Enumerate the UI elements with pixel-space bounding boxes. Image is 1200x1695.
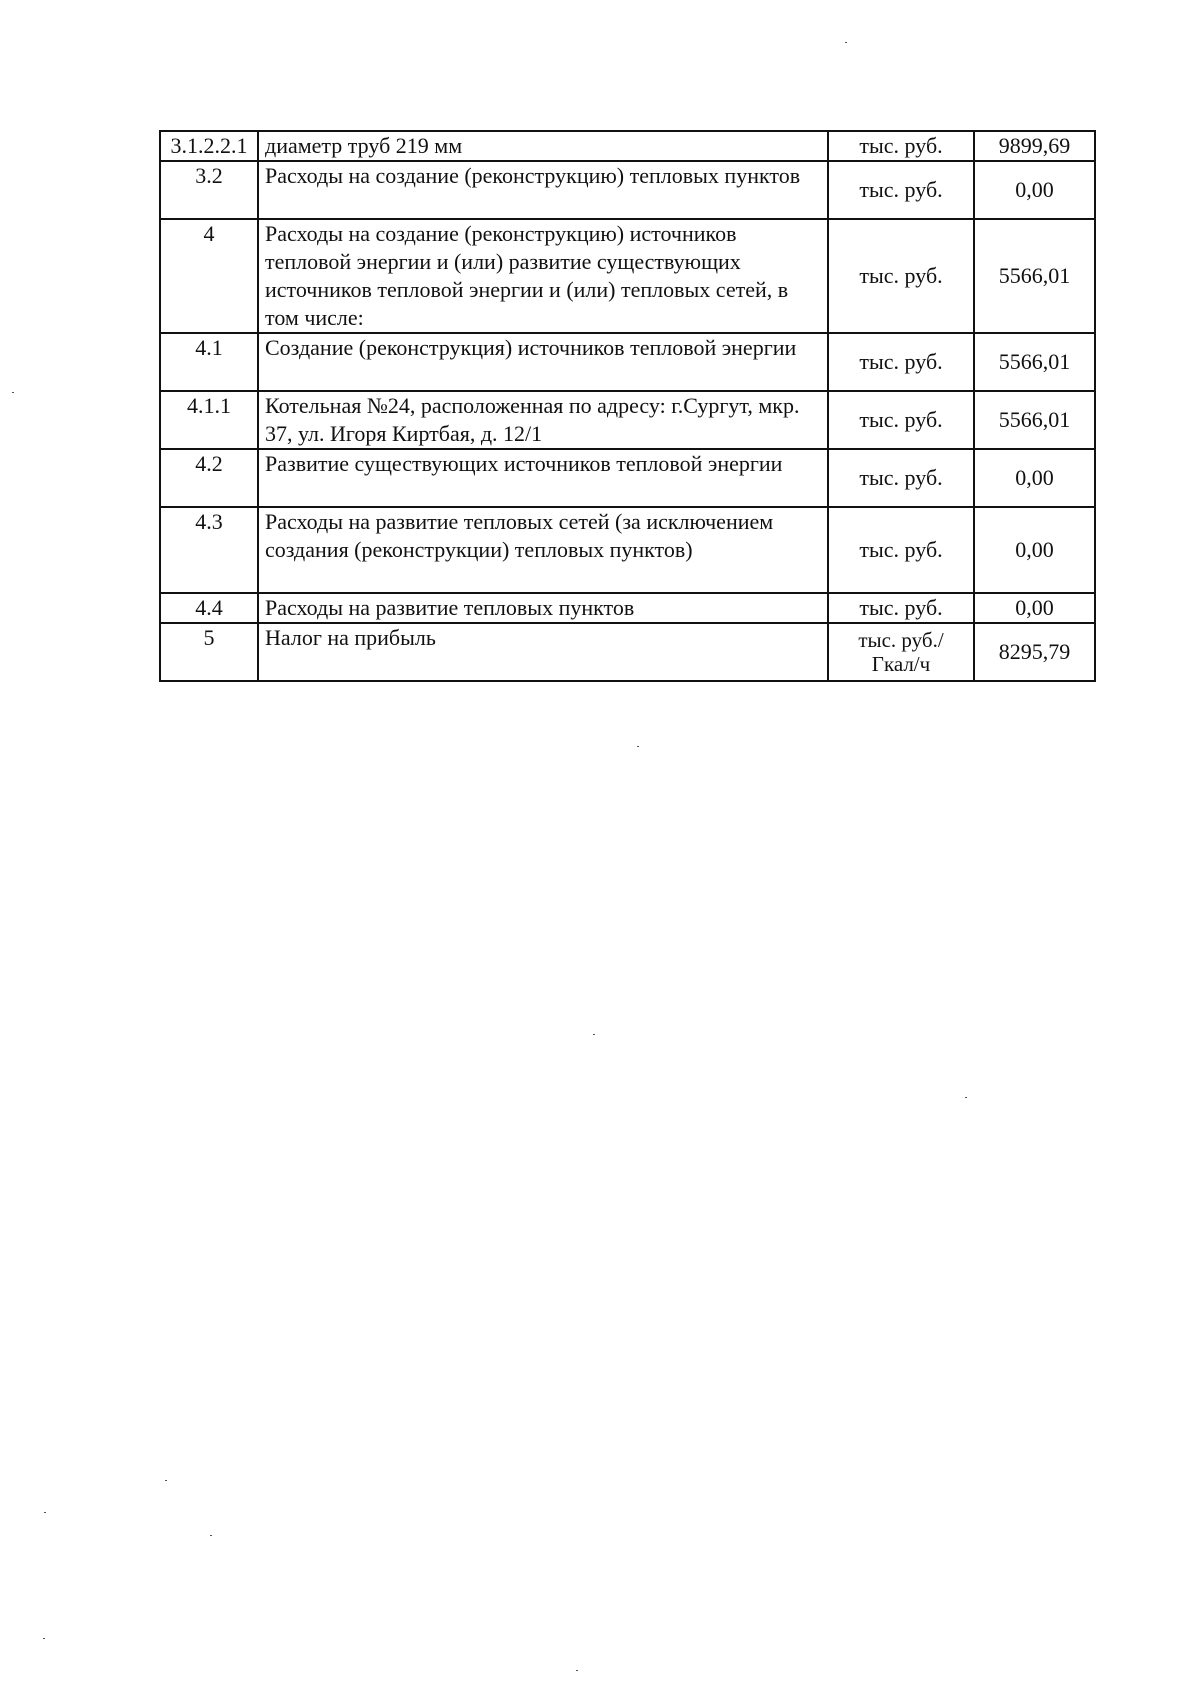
- row-number: 3.2: [160, 161, 258, 219]
- row-number: 4.1: [160, 333, 258, 391]
- table-row: [160, 333, 1095, 391]
- row-value: 5566,01: [974, 391, 1095, 449]
- row-unit: тыс. руб.: [828, 333, 974, 391]
- row-number: 4.3: [160, 507, 258, 593]
- row-unit: тыс. руб./Гкал/ч: [828, 623, 974, 681]
- table-row: [160, 449, 1095, 507]
- row-description: Расходы на развитие тепловых пунктов: [258, 593, 828, 623]
- row-number: 4: [160, 219, 258, 333]
- scan-speck: [165, 1480, 167, 1481]
- row-value: 0,00: [974, 161, 1095, 219]
- table-row: [160, 219, 1095, 333]
- row-value: 8295,79: [974, 623, 1095, 681]
- table-row: [160, 391, 1095, 449]
- row-number: 4.2: [160, 449, 258, 507]
- row-description: Развитие существующих источников тепловой энергии: [258, 449, 828, 507]
- row-description: Расходы на создание (реконструкцию) тепловых пунктов: [258, 161, 828, 219]
- cost-table: [159, 130, 1096, 682]
- row-unit: тыс. руб.: [828, 219, 974, 333]
- scan-speck: [44, 1512, 46, 1513]
- row-value: 0,00: [974, 507, 1095, 593]
- table-row: [160, 593, 1095, 623]
- row-unit: тыс. руб.: [828, 449, 974, 507]
- row-description: Расходы на развитие тепловых сетей (за исключением создания (реконструкции) тепловых пунктов): [258, 507, 828, 593]
- table-row: [160, 161, 1095, 219]
- row-number: 4.4: [160, 593, 258, 623]
- row-unit: тыс. руб.: [828, 507, 974, 593]
- row-unit: тыс. руб.: [828, 131, 974, 161]
- scan-speck: [593, 1034, 595, 1035]
- row-description: диаметр труб 219 мм: [258, 131, 828, 161]
- row-description: Расходы на создание (реконструкцию) источников тепловой энергии и (или) развитие существующих источников тепловой энергии и (или) тепловых сетей, в том числе:: [258, 219, 828, 333]
- row-number: 5: [160, 623, 258, 681]
- row-number: 4.1.1: [160, 391, 258, 449]
- row-value: 9899,69: [974, 131, 1095, 161]
- table-row: [160, 507, 1095, 593]
- row-description: Котельная №24, расположенная по адресу: г.Сургут, мкр. 37, ул. Игоря Киртбая, д. 12/1: [258, 391, 828, 449]
- row-value: 5566,01: [974, 219, 1095, 333]
- row-description: Создание (реконструкция) источников тепловой энергии: [258, 333, 828, 391]
- scan-speck: [965, 1097, 967, 1098]
- row-unit: тыс. руб.: [828, 161, 974, 219]
- scan-speck: [210, 1535, 212, 1536]
- scan-speck: [576, 1670, 578, 1671]
- row-unit: тыс. руб.: [828, 391, 974, 449]
- row-value: 0,00: [974, 593, 1095, 623]
- row-description: Налог на прибыль: [258, 623, 828, 681]
- row-unit: тыс. руб.: [828, 593, 974, 623]
- scan-speck: [12, 392, 14, 393]
- table-row: [160, 131, 1095, 161]
- scan-speck: [637, 746, 639, 747]
- scan-speck: [43, 1638, 45, 1639]
- scan-speck: [845, 42, 847, 43]
- row-value: 0,00: [974, 449, 1095, 507]
- row-number: 3.1.2.2.1: [160, 131, 258, 161]
- table-row: [160, 623, 1095, 681]
- row-value: 5566,01: [974, 333, 1095, 391]
